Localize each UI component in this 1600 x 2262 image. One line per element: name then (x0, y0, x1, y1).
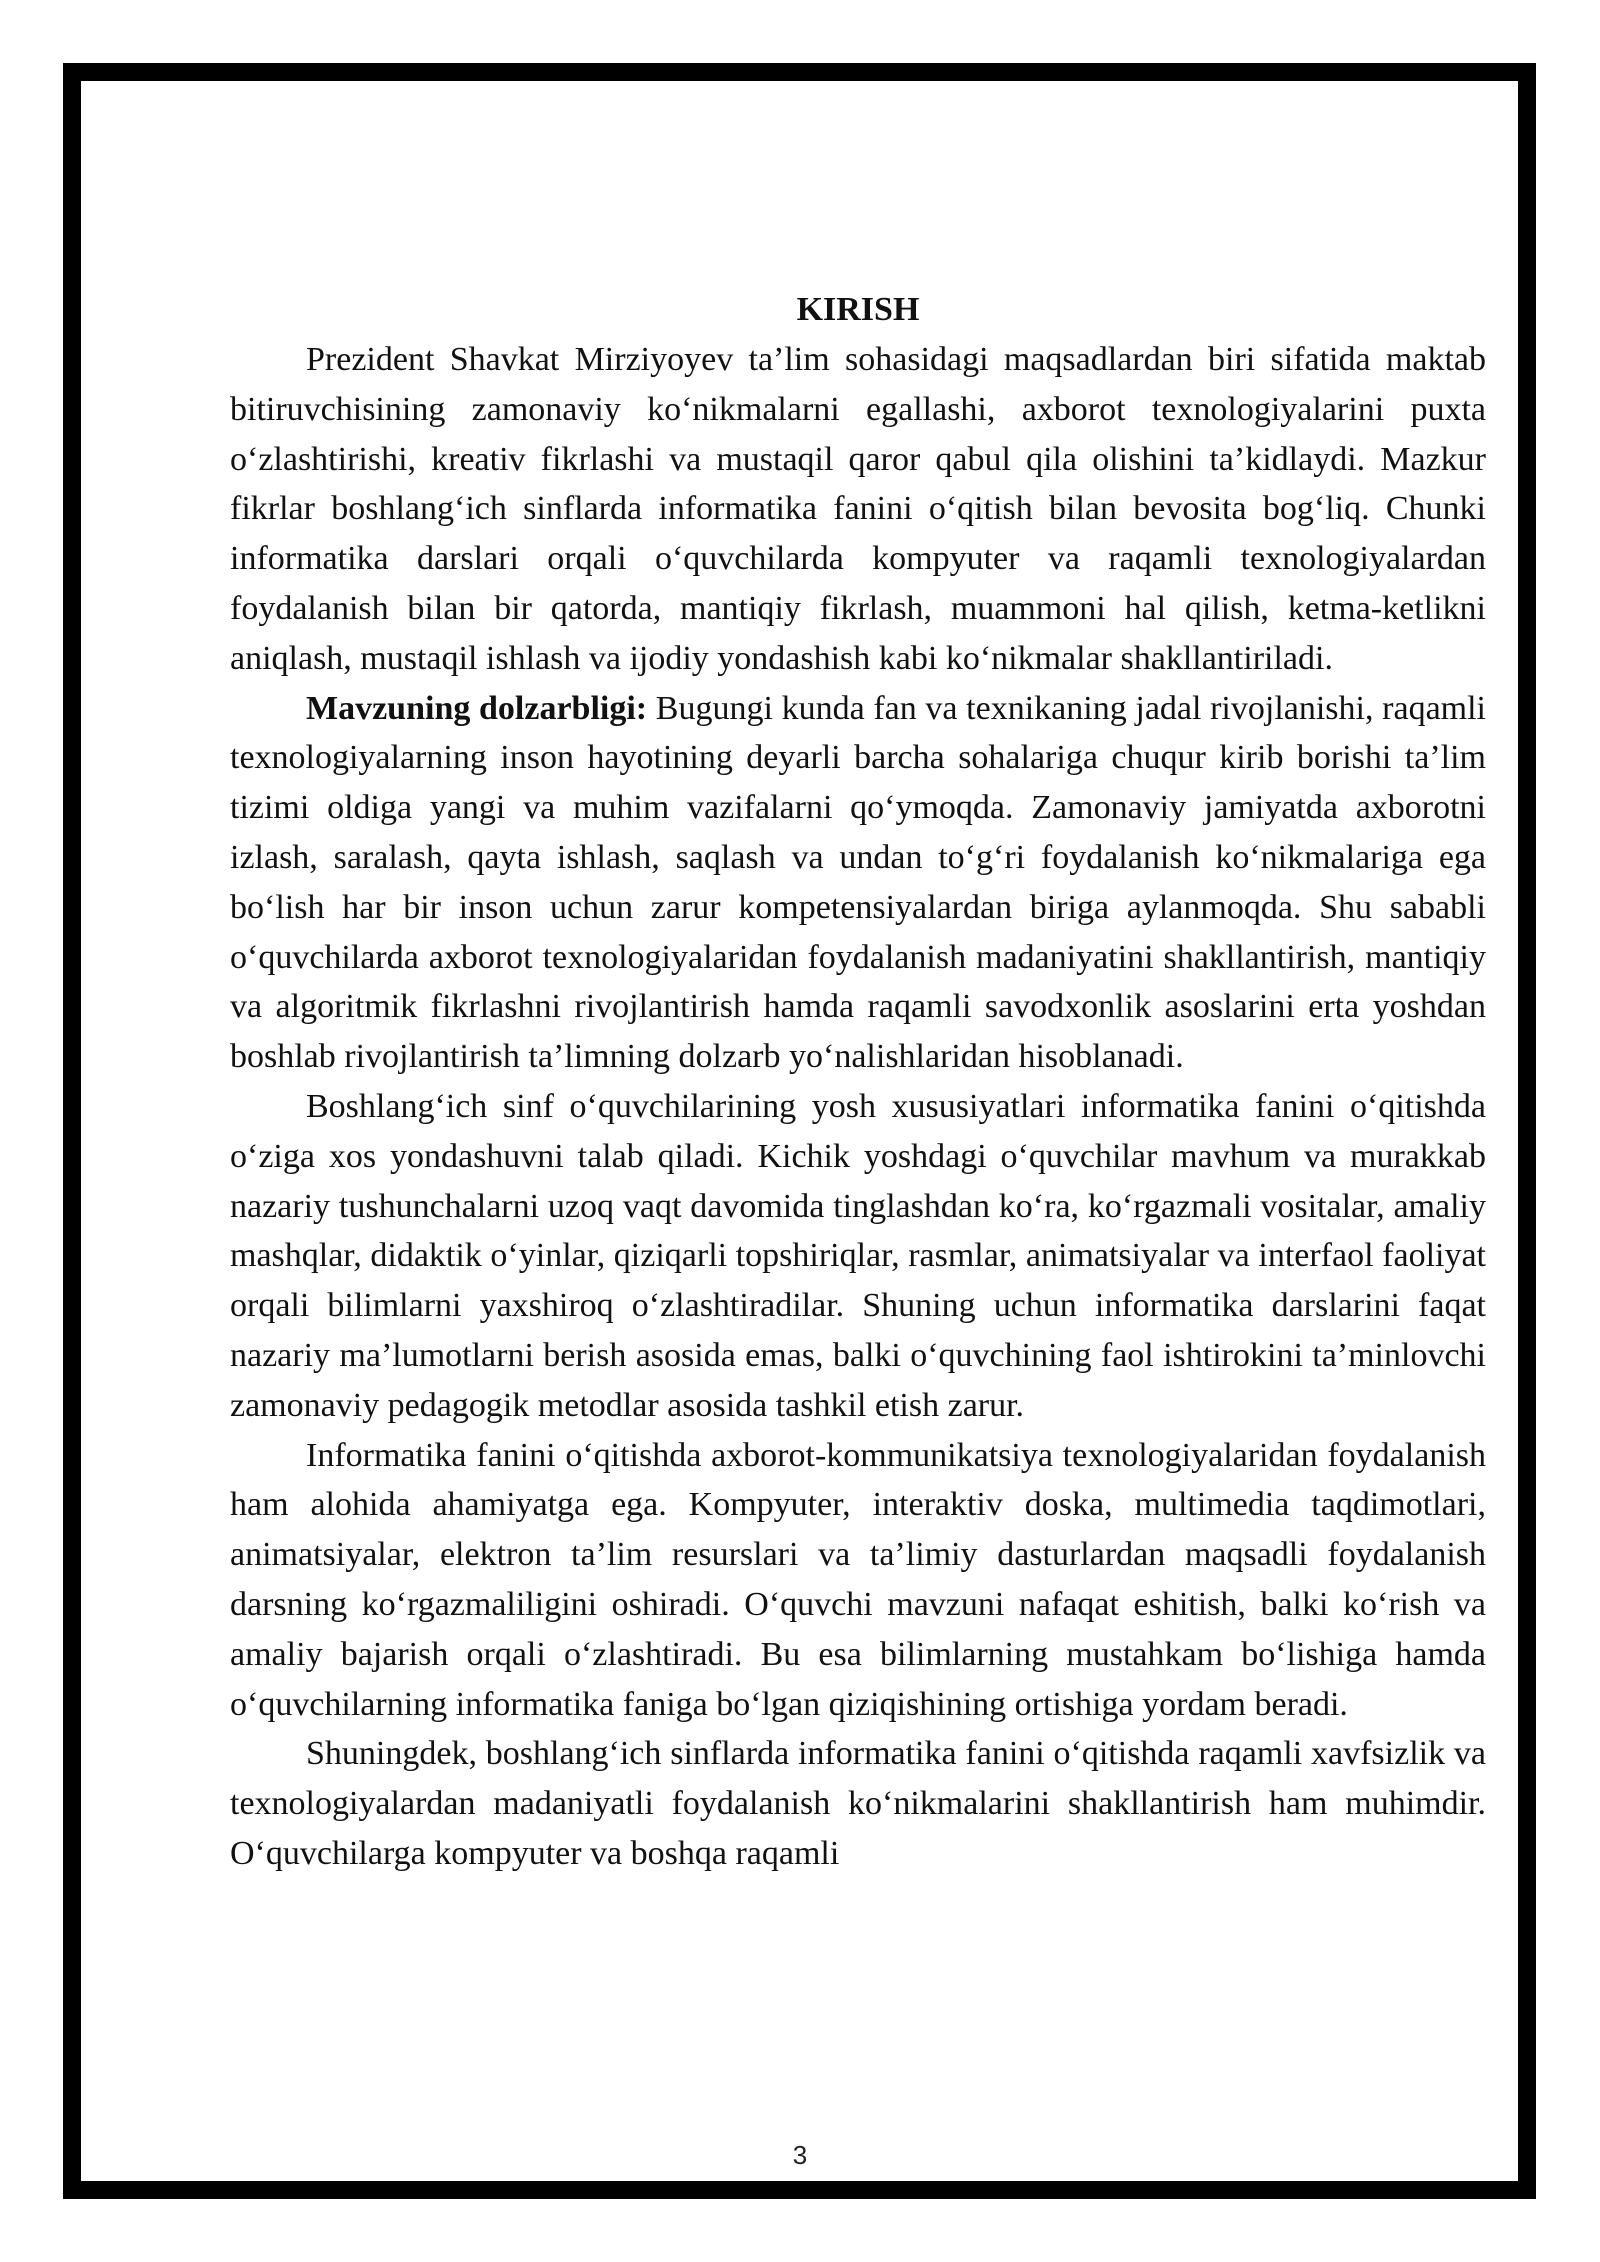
paragraph-digital-safety (230, 1729, 1486, 1878)
page-number: 3 (792, 2140, 808, 2170)
paragraph-ict-usage (230, 1431, 1486, 1730)
document-body (230, 285, 1486, 1879)
paragraph-text: Shuningdek, boshlang‘ich sinflarda informatika fanini o‘qitishda raqamli xavfsizlik va texnologiyalardan madaniyatli foydalanish ko‘nikmalarini shakllantirish ham muhimdir. O‘quvchilarga kompyuter va boshqa raqamli (230, 1735, 1486, 1872)
paragraph-relevance (230, 684, 1486, 1082)
paragraph-text: Boshlang‘ich sinf o‘quvchilarining yosh xususiyatlari informatika fanini o‘qitishda o‘ziga xos yondashuvni talab qiladi. Kichik yoshdagi o‘quvchilar mavhum va murakkab nazariy tushunchalarni uzoq vaqt davomida tinglashdan ko‘ra, ko‘rgazmali vositalar, amaliy mashqlar, didaktik o‘yinlar, qiziqarli topshiriqlar, rasmlar, animatsiyalar va interfaol faoliyat orqali bilimlarni yaxshiroq o‘zlashtiradilar. Shuning uchun informatika darslarini faqat nazariy ma’lumotlarni berish asosida emas, balki o‘quvchining faol ishtirokini ta’minlovchi zamonaviy pedagogik metodlar asosida tashkil etish zarur. (230, 1087, 1486, 1424)
paragraph-age-features (230, 1082, 1486, 1431)
paragraph-intro (230, 335, 1486, 684)
section-heading: KIRISH (796, 291, 920, 328)
paragraph-text: Prezident Shavkat Mirziyoyev ta’lim sohasidagi maqsadlardan biri sifatida maktab bitiruvchisining zamonaviy ko‘nikmalarni egallashi, axborot texnologiyalarini puxta o‘zlashtirishi, kreativ fikrlashi va mustaqil qaror qabul qila olishini ta’kidlaydi. Mazkur fikrlar boshlang‘ich sinflarda informatika fanini o‘qitish bilan bevosita bog‘liq. Chunki informatika darslari orqali o‘quvchilarda kompyuter va raqamli texnologiyalardan foydalanish bilan bir qatorda, mantiqiy fikrlash, muammoni hal qilish, ketma-ketlikni aniqlash, mustaqil ishlash va ijodiy yondashish kabi ko‘nikmalar shakllantiriladi. (230, 341, 1486, 677)
paragraph-text: Informatika fanini o‘qitishda axborot-kommunikatsiya texnologiyalaridan foydalanish ham alohida ahamiyatga ega. Kompyuter, interaktiv doska, multimedia taqdimotlari, animatsiyalar, elektron ta’lim resurslari va ta’limiy dasturlardan maqsadli foydalanish darsning ko‘rgazmaliligini oshiradi. O‘quvchi mavzuni nafaqat eshitish, balki ko‘rish va amaliy bajarish orqali o‘zlashtiradi. Bu esa bilimlarning mustahkam bo‘lishiga hamda o‘quvchilarning informatika faniga bo‘lgan qiziqishining ortishiga yordam beradi. (230, 1436, 1486, 1723)
paragraph-text: Bugungi kunda fan va texnikaning jadal rivojlanishi, raqamli texnologiyalarning inson hayotining deyarli barcha sohalariga chuqur kirib borishi ta’lim tizimi oldiga yangi va muhim vazifalarni qo‘ymoqda. Zamonaviy jamiyatda axborotni izlash, saralash, qayta ishlash, saqlash va undan to‘g‘ri foydalanish ko‘nikmalariga ega bo‘lish har bir inson uchun zarur kompetensiyalardan biriga aylanmoqda. Shu sababli o‘quvchilarda axborot texnologiyalaridan foydalanish madaniyatini shakllantirish, mantiqiy va algoritmik fikrlashni rivojlantirish hamda raqamli savodxonlik asoslarini erta yoshdan boshlab rivojlantirish ta’limning dolzarb yo‘nalishlaridan hisoblanadi. (230, 689, 1486, 1076)
paragraph-lead: Mavzuning dolzarbligi: (306, 689, 648, 727)
